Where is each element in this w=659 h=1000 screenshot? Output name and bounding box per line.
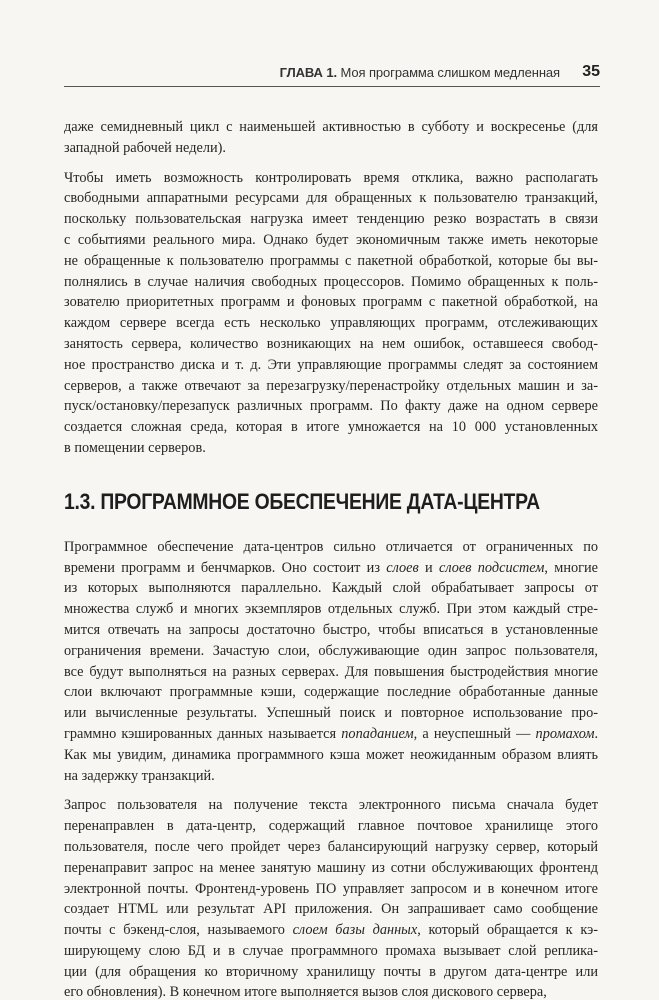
text-run: полнялись в случае наличия свободных процессоров. Помимо обращенных к поль-: [64, 273, 598, 290]
chapter-title: Моя программа слишком медленная: [340, 65, 560, 80]
text-line: [64, 334, 598, 355]
text-line: [64, 682, 598, 703]
text-run: с событиями реального мира. Однако будет экономичным также иметь некоторые: [64, 231, 598, 248]
page-number: 35: [582, 63, 600, 80]
text-run: , а неуспешный —: [413, 725, 536, 742]
italic-term: слоем базы данных: [292, 922, 418, 939]
text-line: [64, 376, 598, 397]
text-run: ширующему слою БД и в случае программного промаха вызывает слой реплика-: [64, 942, 598, 959]
page-body: [64, 117, 598, 1000]
text-run: его обновления). В конечном итоге выполняется вызов слоя дискового сервера,: [64, 984, 547, 1000]
text-line: [64, 438, 598, 459]
text-line: [64, 641, 598, 662]
text-run: или вычисленные результаты. Успешный поиск и повторное использование про-: [64, 705, 598, 722]
text-run: Чтобы иметь возможность контролировать время отклика, важно располагать: [64, 169, 598, 186]
text-line: [64, 879, 598, 900]
text-run: создает HTML или результат API приложения. Он запрашивает само сообщение: [64, 901, 598, 918]
text-run: зователю приоритетных программ и фоновых программ с пакетной обработкой, на: [64, 294, 598, 311]
text-run: даже семидневный цикл с наименьшей активностью в субботу и воскресенье (для: [64, 119, 598, 135]
text-line: [64, 313, 598, 334]
text-run: занятость сервера, количество возникающих на нем ошибок, оставшееся свобод-: [64, 335, 598, 352]
italic-term: промахом: [535, 725, 595, 742]
text-line: [64, 920, 598, 941]
text-run: серверов, а также отвечают за перезагрузку/перенастройку отдельных машин и за-: [64, 377, 598, 394]
text-run: .: [594, 725, 599, 742]
text-line: [64, 168, 598, 189]
italic-term: попаданием: [341, 725, 414, 742]
text-run: и: [418, 559, 440, 576]
text-run: , многие: [544, 559, 598, 576]
text-line: [64, 745, 598, 766]
paragraph: [64, 795, 598, 1000]
text-line: [64, 599, 598, 620]
text-line: [64, 138, 598, 159]
text-run: в помещении серверов.: [64, 439, 206, 456]
text-run: перенаправлен в дата-центр, содержащий главное почтовое хранилище этого: [64, 818, 598, 835]
text-run: почты с бэкенд-слоя, называемого: [64, 922, 293, 939]
text-run: создается сложная среда, которая в итоге умножается на 10 000 установленных: [64, 419, 598, 436]
text-line: [64, 941, 598, 962]
paragraph: [64, 537, 598, 787]
text-line: [64, 620, 598, 641]
running-head-text: [280, 65, 560, 80]
italic-term: слоев подсистем: [439, 559, 545, 576]
paragraph: [64, 168, 598, 459]
text-line: [64, 982, 598, 1000]
text-run: все будут выполняться на разных серверах. Для повышения быстродействия многие: [64, 663, 598, 680]
text-line: [64, 766, 598, 787]
text-line: [64, 292, 598, 313]
text-line: [64, 858, 598, 879]
text-run: свободными аппаратными ресурсами для обращенных к пользователю транзакций,: [64, 190, 598, 207]
text-line: [64, 816, 598, 837]
chapter-label: ГЛАВА 1.: [279, 65, 337, 80]
text-run: Запрос пользователя на получение текста электронного письма сначала будет: [64, 797, 598, 814]
text-run: слои включают программные кэши, содержащие последние обработанные данные: [64, 684, 598, 701]
text-run: мится отвечать на запросы достаточно быстро, чтобы вписаться в установленные: [64, 621, 598, 638]
text-line: [64, 703, 598, 724]
text-line: [64, 396, 598, 417]
section-title: 1.3. ПРОГРАММНОЕ ОБЕСПЕЧЕНИЕ ДАТА-ЦЕНТРА: [64, 488, 540, 514]
text-line: [64, 117, 598, 138]
text-run: ции (для обращения ко вторичному хранилищу почты в другом дата-центре или: [64, 963, 598, 980]
section-paragraphs: [64, 537, 598, 1000]
text-run: Как мы увидим, динамика программного кэша может неожиданным образом влиять: [64, 746, 598, 763]
text-run: времени программ и бенчмарков. Оно состоит из: [64, 559, 387, 576]
text-line: [64, 795, 598, 816]
text-line: [64, 209, 598, 230]
text-run: пользователя, после чего пройдет через балансирующий нагрузку сервер, который: [64, 838, 598, 855]
text-run: на задержку транзакций.: [64, 767, 215, 784]
text-line: [64, 537, 598, 558]
intro-paragraphs: [64, 117, 598, 459]
text-line: [64, 724, 598, 745]
text-run: западной рабочей недели).: [64, 139, 226, 156]
text-line: [64, 417, 598, 438]
text-line: [64, 837, 598, 858]
text-line: [64, 899, 598, 920]
text-run: пуск/остановку/перезапуск различных программ. По факту даже на одном сервере: [64, 398, 598, 415]
text-line: [64, 251, 598, 272]
text-run: электронной почты. Фронтенд-уровень ПО управляет запросом и в конечном итоге: [64, 880, 598, 897]
text-line: [64, 578, 598, 599]
text-run: не обращенные к пользователю программы с пакетной обработкой, которые бы вы-: [64, 252, 598, 269]
text-run: перенаправит запрос на менее занятую машину из сотни обслуживающих фронтенд: [64, 859, 598, 876]
text-run: поскольку пользовательская нагрузка имеет тенденцию резко возрастать в связи: [64, 211, 598, 228]
text-line: [64, 558, 598, 579]
text-line: [64, 662, 598, 683]
text-run: ное пространство диска и т. д. Эти управляющие программы следят за состоянием: [64, 356, 598, 373]
text-run: граммно кэшированных данных называется: [64, 725, 342, 742]
running-head: [64, 57, 600, 87]
text-run: из которых выполняются параллельно. Каждый слой обрабатывает запросы от: [64, 580, 598, 597]
text-run: Программное обеспечение дата-центров сильно отличается от ограниченных по: [64, 538, 598, 555]
text-run: множества служб и многих экземпляров отдельных служб. При этом каждый стре-: [64, 601, 598, 618]
italic-term: слоев: [386, 559, 419, 576]
paragraph: [64, 117, 598, 159]
text-line: [64, 188, 598, 209]
text-run: ограничения времени. Зачастую слои, обслуживающие один запрос пользователя,: [64, 642, 598, 659]
text-line: [64, 962, 598, 983]
text-run: , который обращается к кэ-: [417, 922, 599, 939]
text-run: каждом сервере всегда есть несколько управляющих программ, отслеживающих: [64, 315, 598, 332]
text-line: [64, 230, 598, 251]
text-line: [64, 355, 598, 376]
text-line: [64, 272, 598, 293]
